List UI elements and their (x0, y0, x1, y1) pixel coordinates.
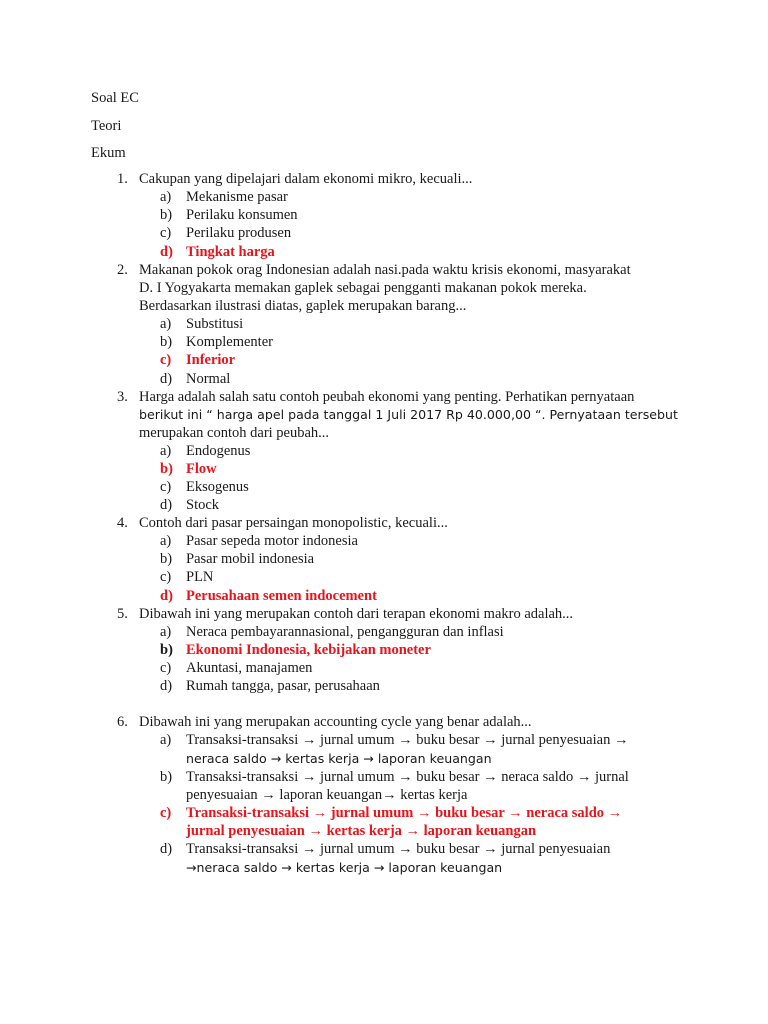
question-text: Makanan pokok orag Indonesian adalah nasi.pada waktu krisis ekonomi, masyarakat (139, 262, 631, 278)
option-text: Mekanisme pasar (186, 189, 288, 205)
question-text: Dibawah ini yang merupakan contoh dari terapan ekonomi makro adalah... (139, 606, 574, 622)
option-text: Perilaku konsumen (186, 207, 298, 223)
question-number: 2. (117, 262, 128, 278)
question-text: Dibawah ini yang merupakan accounting cycle yang benar adalah... (139, 714, 532, 730)
option-letter: a) (160, 624, 172, 640)
option-text: Akuntasi, manajamen (186, 660, 313, 676)
option-text: Substitusi (186, 316, 244, 332)
question-text: Contoh dari pasar persaingan monopolistic, kecuali... (139, 515, 448, 531)
option-letter: a) (160, 189, 172, 205)
option-text: →neraca saldo → kertas kerja → laporan keuangan (186, 860, 503, 875)
option-letter: b) (160, 642, 173, 658)
option-letter: c) (160, 479, 172, 495)
answer-option-letter: c) (160, 352, 172, 368)
option-letter: d) (160, 497, 173, 513)
question-text: berikut ini “ harga apel pada tanggal 1 Juli 2017 Rp 40.000,00 “. Pernyataan tersebut (139, 407, 678, 422)
option-letter: b) (160, 207, 173, 223)
question-number: 6. (117, 714, 128, 730)
option-text: PLN (186, 569, 214, 585)
option-letter: b) (160, 769, 173, 785)
answer-option-text: Ekonomi Indonesia, kebijakan moneter (186, 642, 431, 658)
question-number: 3. (117, 389, 128, 405)
answer-option-text: Inferior (186, 352, 236, 368)
option-letter: d) (160, 841, 173, 857)
option-letter: c) (160, 660, 172, 676)
doc-subtitle: Teori (91, 118, 122, 134)
answer-option-letter: b) (160, 461, 173, 477)
answer-option-text: Perusahaan semen indocement (186, 588, 377, 604)
answer-option-text: Flow (186, 461, 217, 477)
option-text: Eksogenus (186, 479, 249, 495)
option-text: Normal (186, 371, 231, 387)
question-text: Harga adalah salah satu contoh peubah ekonomi yang penting. Perhatikan pernyataan (139, 389, 635, 405)
option-text: Pasar sepeda motor indonesia (186, 533, 358, 549)
question-text: Cakupan yang dipelajari dalam ekonomi mikro, kecuali... (139, 171, 473, 187)
option-text: neraca saldo → kertas kerja → laporan keuangan (186, 751, 492, 766)
answer-option-letter: d) (160, 244, 173, 260)
option-text: Endogenus (186, 443, 251, 459)
option-text: penyesuaian → laporan keuangan→ kertas kerja (186, 787, 468, 803)
option-letter: c) (160, 569, 172, 585)
answer-option-text: Tingkat harga (186, 244, 275, 260)
option-letter: d) (160, 678, 173, 694)
option-letter: a) (160, 732, 172, 748)
option-letter: a) (160, 316, 172, 332)
option-text: Perilaku produsen (186, 225, 292, 241)
option-text: Stock (186, 497, 220, 513)
question-text: merupakan contoh dari peubah... (139, 425, 330, 441)
question-text: D. I Yogyakarta memakan gaplek sebagai pengganti makanan pokok mereka. (139, 280, 587, 296)
option-text: Pasar mobil indonesia (186, 551, 315, 567)
question-number: 5. (117, 606, 128, 622)
answer-option-text: Transaksi-transaksi → jurnal umum → buku besar → neraca saldo → (186, 805, 623, 821)
question-number: 1. (117, 171, 128, 187)
answer-option-letter: d) (160, 588, 173, 604)
option-letter: c) (160, 225, 172, 241)
option-letter: d) (160, 371, 173, 387)
option-text: Neraca pembayarannasional, pengangguran dan inflasi (186, 624, 504, 640)
option-letter: b) (160, 551, 173, 567)
option-text: Transaksi-transaksi → jurnal umum → buku besar → jurnal penyesuaian → (186, 732, 629, 748)
question-text: Berdasarkan ilustrasi diatas, gaplek merupakan barang... (139, 298, 467, 314)
answer-option-letter: c) (160, 805, 172, 821)
option-letter: a) (160, 533, 172, 549)
option-letter: b) (160, 334, 173, 350)
option-text: Transaksi-transaksi → jurnal umum → buku besar → neraca saldo → jurnal (186, 769, 629, 785)
option-text: Rumah tangga, pasar, perusahaan (186, 678, 380, 694)
doc-title: Soal EC (91, 90, 139, 106)
option-text: Transaksi-transaksi → jurnal umum → buku besar → jurnal penyesuaian (186, 841, 611, 857)
question-number: 4. (117, 515, 128, 531)
option-text: Komplementer (186, 334, 273, 350)
doc-section: Ekum (91, 145, 126, 161)
option-letter: a) (160, 443, 172, 459)
answer-option-text: jurnal penyesuaian → kertas kerja → laporan keuangan (186, 823, 537, 839)
